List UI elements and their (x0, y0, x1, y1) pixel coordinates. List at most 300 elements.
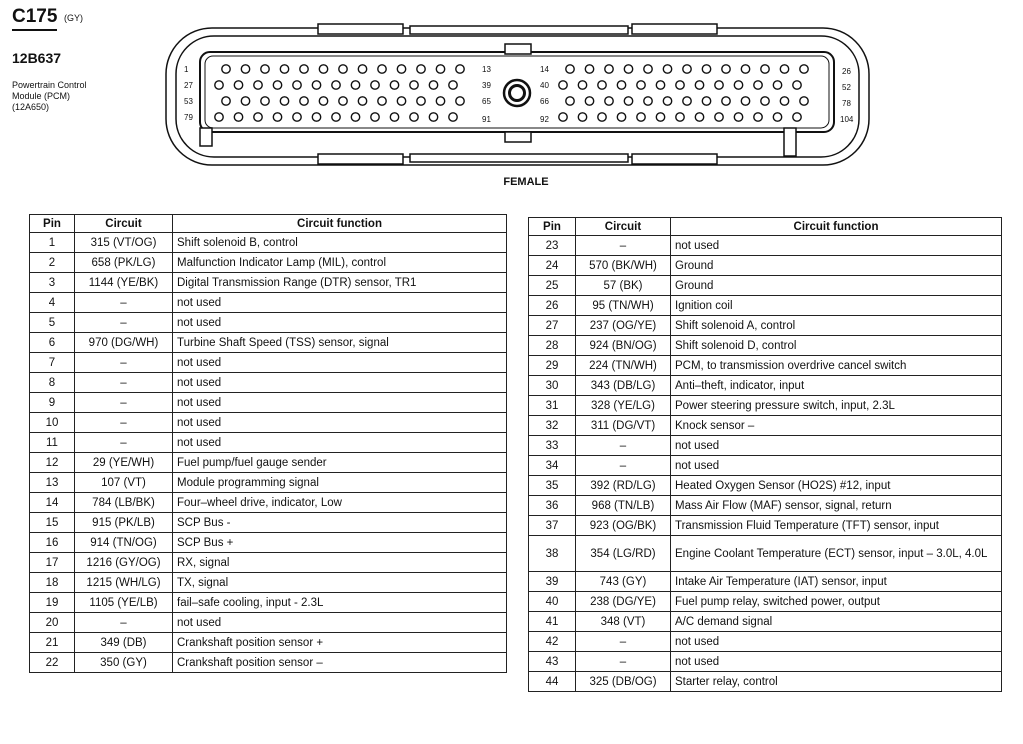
row-start-label: 92 (540, 115, 549, 124)
row-end-label: 91 (482, 115, 491, 124)
pin-cell: 15 (30, 513, 75, 533)
pin-hole (261, 97, 269, 105)
pin-cell: 19 (30, 593, 75, 613)
pin-hole (695, 81, 703, 89)
pin-hole (293, 81, 301, 89)
function-cell: not used (671, 436, 1002, 456)
table-row (30, 313, 507, 333)
pin-hole (417, 97, 425, 105)
function-cell: Fuel pump/fuel gauge sender (173, 453, 507, 473)
pin-hole (644, 65, 652, 73)
circuit-cell: – (75, 313, 173, 333)
pin-hole (273, 81, 281, 89)
function-cell: not used (173, 393, 507, 413)
pin-cell: 34 (529, 456, 576, 476)
circuit-cell: 570 (BK/WH) (576, 256, 671, 276)
pin-hole (578, 81, 586, 89)
row-start-label: 27 (184, 81, 193, 90)
pin-hole (656, 113, 664, 121)
pin-hole (293, 113, 301, 121)
pin-cell: 35 (529, 476, 576, 496)
pin-table-left (29, 214, 507, 673)
pin-cell: 22 (30, 653, 75, 673)
pin-hole (410, 81, 418, 89)
table-row (529, 632, 1002, 652)
row-end-label: 26 (842, 67, 851, 76)
pin-hole (436, 97, 444, 105)
pin-cell: 28 (529, 336, 576, 356)
pin-hole (780, 65, 788, 73)
pin-hole (410, 113, 418, 121)
circuit-cell: 349 (DB) (75, 633, 173, 653)
connector-color-code: (GY) (64, 13, 83, 23)
function-cell: Starter relay, control (671, 672, 1002, 692)
table-row (30, 553, 507, 573)
pin-cell: 29 (529, 356, 576, 376)
row-end-label: 65 (482, 97, 491, 106)
pin-hole (624, 65, 632, 73)
pin-hole (624, 97, 632, 105)
table-row (30, 653, 507, 673)
pin-hole (559, 81, 567, 89)
pin-hole (734, 113, 742, 121)
function-cell: Fuel pump relay, switched power, output (671, 592, 1002, 612)
table-row (30, 253, 507, 273)
pin-hole (436, 65, 444, 73)
pin-hole (585, 97, 593, 105)
pin-hole (644, 97, 652, 105)
circuit-cell: 968 (TN/LB) (576, 496, 671, 516)
circuit-cell: 238 (DG/YE) (576, 592, 671, 612)
table-row (529, 396, 1002, 416)
table-row (529, 572, 1002, 592)
module-description-line: Powertrain Control (12, 80, 87, 90)
circuit-cell: 970 (DG/WH) (75, 333, 173, 353)
pin-hole (793, 113, 801, 121)
function-cell: Intake Air Temperature (IAT) sensor, input (671, 572, 1002, 592)
function-cell: Engine Coolant Temperature (ECT) sensor, input – 3.0L, 4.0L (671, 536, 1002, 572)
function-cell: not used (173, 613, 507, 633)
pin-hole (741, 65, 749, 73)
pin-hole (456, 97, 464, 105)
function-cell: SCP Bus + (173, 533, 507, 553)
pin-hole (234, 81, 242, 89)
circuit-cell: 924 (BN/OG) (576, 336, 671, 356)
table-row (30, 473, 507, 493)
function-cell: not used (173, 413, 507, 433)
circuit-cell: 325 (DB/OG) (576, 672, 671, 692)
function-cell: PCM, to transmission overdrive cancel switch (671, 356, 1002, 376)
circuit-cell: 311 (DG/VT) (576, 416, 671, 436)
pin-hole (663, 97, 671, 105)
pin-hole (617, 113, 625, 121)
circuit-cell: – (75, 613, 173, 633)
pin-hole (319, 97, 327, 105)
table-row (30, 353, 507, 373)
pin-hole (215, 81, 223, 89)
pin-cell: 9 (30, 393, 75, 413)
row-end-label: 39 (482, 81, 491, 90)
table-row (529, 376, 1002, 396)
pin-hole (312, 81, 320, 89)
circuit-cell: 784 (LB/BK) (75, 493, 173, 513)
pin-hole (371, 113, 379, 121)
pin-hole (715, 113, 723, 121)
circuit-cell: – (75, 293, 173, 313)
function-cell: Crankshaft position sensor – (173, 653, 507, 673)
pin-hole (722, 97, 730, 105)
function-cell: not used (173, 353, 507, 373)
table-row (529, 256, 1002, 276)
table-row (30, 433, 507, 453)
circuit-cell: – (75, 413, 173, 433)
table-row (30, 513, 507, 533)
pin-hole (390, 81, 398, 89)
pin-hole (637, 113, 645, 121)
circuit-cell: 392 (RD/LG) (576, 476, 671, 496)
pin-cell: 23 (529, 236, 576, 256)
row-start-label: 66 (540, 97, 549, 106)
table-row (529, 456, 1002, 476)
table-header-row (529, 218, 1002, 236)
circuit-cell: 915 (PK/LB) (75, 513, 173, 533)
table-row (30, 593, 507, 613)
part-number: 12B637 (12, 50, 62, 66)
circuit-cell: 107 (VT) (75, 473, 173, 493)
table-row (529, 592, 1002, 612)
table-row (529, 336, 1002, 356)
pin-table-right (528, 217, 1002, 692)
pin-hole (761, 97, 769, 105)
function-cell: Module programming signal (173, 473, 507, 493)
circuit-cell: 923 (OG/BK) (576, 516, 671, 536)
pin-hole (683, 97, 691, 105)
pin-cell: 6 (30, 333, 75, 353)
pin-hole (300, 97, 308, 105)
table-row (30, 273, 507, 293)
circuit-cell: 743 (GY) (576, 572, 671, 592)
table-row (30, 413, 507, 433)
pin-hole (378, 65, 386, 73)
pin-hole (222, 65, 230, 73)
pin-cell: 33 (529, 436, 576, 456)
header-function: Circuit function (671, 218, 1002, 236)
pin-hole (741, 97, 749, 105)
circuit-cell: – (576, 652, 671, 672)
pin-hole (300, 65, 308, 73)
pin-hole (617, 81, 625, 89)
function-cell: A/C demand signal (671, 612, 1002, 632)
circuit-cell: – (576, 436, 671, 456)
pin-hole (254, 113, 262, 121)
pin-hole (800, 65, 808, 73)
module-description-line: (12A650) (12, 102, 50, 112)
circuit-cell: – (75, 393, 173, 413)
pin-hole (449, 81, 457, 89)
connector-id: C175 (12, 6, 57, 31)
pin-hole (254, 81, 262, 89)
pin-hole (280, 97, 288, 105)
function-cell: not used (173, 433, 507, 453)
circuit-cell: – (75, 373, 173, 393)
pin-hole (241, 97, 249, 105)
pin-cell: 7 (30, 353, 75, 373)
pin-hole (578, 113, 586, 121)
function-cell: not used (671, 652, 1002, 672)
circuit-cell: – (576, 632, 671, 652)
pin-hole (663, 65, 671, 73)
pin-hole (566, 65, 574, 73)
table-row (30, 373, 507, 393)
table-row (30, 293, 507, 313)
table-row (30, 573, 507, 593)
pin-hole (683, 65, 691, 73)
pin-cell: 36 (529, 496, 576, 516)
pin-hole (319, 65, 327, 73)
pin-hole (702, 65, 710, 73)
header-function: Circuit function (173, 215, 507, 233)
pin-hole (605, 65, 613, 73)
function-cell: Heated Oxygen Sensor (HO2S) #12, input (671, 476, 1002, 496)
pin-hole (800, 97, 808, 105)
function-cell: Transmission Fluid Temperature (TFT) sensor, input (671, 516, 1002, 536)
table-row (30, 233, 507, 253)
circuit-cell: – (75, 433, 173, 453)
function-cell: not used (173, 373, 507, 393)
header-pin: Pin (30, 215, 75, 233)
circuit-cell: 1105 (YE/LB) (75, 593, 173, 613)
pin-cell: 14 (30, 493, 75, 513)
pin-hole (773, 81, 781, 89)
function-cell: Anti–theft, indicator, input (671, 376, 1002, 396)
circuit-cell: 224 (TN/WH) (576, 356, 671, 376)
pin-cell: 40 (529, 592, 576, 612)
table-row (529, 416, 1002, 436)
circuit-cell: 914 (TN/OG) (75, 533, 173, 553)
function-cell: Malfunction Indicator Lamp (MIL), control (173, 253, 507, 273)
circuit-cell: 1215 (WH/LG) (75, 573, 173, 593)
table-row (529, 356, 1002, 376)
circuit-cell: 237 (OG/YE) (576, 316, 671, 336)
pin-cell: 20 (30, 613, 75, 633)
function-cell: Ignition coil (671, 296, 1002, 316)
pin-hole (598, 113, 606, 121)
pin-hole (559, 113, 567, 121)
connector-gender-label: FEMALE (503, 176, 549, 188)
table-row (30, 333, 507, 353)
function-cell: Crankshaft position sensor + (173, 633, 507, 653)
pin-cell: 8 (30, 373, 75, 393)
pin-cell: 4 (30, 293, 75, 313)
pin-hole (605, 97, 613, 105)
pin-hole (676, 81, 684, 89)
function-cell: not used (173, 313, 507, 333)
table-row (529, 612, 1002, 632)
function-cell: TX, signal (173, 573, 507, 593)
table-row (529, 516, 1002, 536)
pin-hole (754, 81, 762, 89)
function-cell: Power steering pressure switch, input, 2.3L (671, 396, 1002, 416)
circuit-cell: – (75, 353, 173, 373)
circuit-cell: 658 (PK/LG) (75, 253, 173, 273)
table-header-row (30, 215, 507, 233)
pin-cell: 24 (529, 256, 576, 276)
pin-cell: 31 (529, 396, 576, 416)
table-row (30, 393, 507, 413)
pin-hole (312, 113, 320, 121)
pin-hole (456, 65, 464, 73)
table-row (529, 296, 1002, 316)
pin-hole (332, 113, 340, 121)
function-cell: Mass Air Flow (MAF) sensor, signal, return (671, 496, 1002, 516)
pin-hole (722, 65, 730, 73)
pin-hole (273, 113, 281, 121)
function-cell: not used (671, 456, 1002, 476)
header-circuit: Circuit (75, 215, 173, 233)
pin-hole (676, 113, 684, 121)
pin-cell: 13 (30, 473, 75, 493)
function-cell: SCP Bus - (173, 513, 507, 533)
table-row (30, 453, 507, 473)
pin-cell: 16 (30, 533, 75, 553)
pin-hole (598, 81, 606, 89)
row-start-label: 14 (540, 65, 549, 74)
row-end-label: 52 (842, 83, 851, 92)
pin-cell: 25 (529, 276, 576, 296)
circuit-cell: 95 (TN/WH) (576, 296, 671, 316)
pin-hole (585, 65, 593, 73)
header-pin: Pin (529, 218, 576, 236)
pin-hole (429, 113, 437, 121)
pin-hole (695, 113, 703, 121)
pin-cell: 17 (30, 553, 75, 573)
circuit-cell: 343 (DB/LG) (576, 376, 671, 396)
pin-cell: 27 (529, 316, 576, 336)
connector-diagram (0, 0, 1023, 200)
header-circuit: Circuit (576, 218, 671, 236)
pin-hole (351, 113, 359, 121)
pin-cell: 1 (30, 233, 75, 253)
pin-cell: 2 (30, 253, 75, 273)
pin-cell: 39 (529, 572, 576, 592)
pin-hole (656, 81, 664, 89)
function-cell: not used (173, 293, 507, 313)
pin-cell: 41 (529, 612, 576, 632)
table-row (529, 276, 1002, 296)
pin-hole (637, 81, 645, 89)
pin-hole (261, 65, 269, 73)
table-row (529, 476, 1002, 496)
pin-cell: 26 (529, 296, 576, 316)
pin-cell: 32 (529, 416, 576, 436)
pin-hole (780, 97, 788, 105)
table-row (529, 316, 1002, 336)
function-cell: RX, signal (173, 553, 507, 573)
pin-hole (397, 97, 405, 105)
table-row (529, 536, 1002, 572)
pin-hole (358, 65, 366, 73)
module-description-line: Module (PCM) (12, 91, 71, 101)
pin-hole (351, 81, 359, 89)
table-row (30, 633, 507, 653)
pin-cell: 11 (30, 433, 75, 453)
function-cell: not used (671, 236, 1002, 256)
function-cell: fail–safe cooling, input - 2.3L (173, 593, 507, 613)
pin-hole (241, 65, 249, 73)
pin-hole (734, 81, 742, 89)
table-row (529, 652, 1002, 672)
pin-hole (358, 97, 366, 105)
pin-hole (793, 81, 801, 89)
circuit-cell: – (576, 236, 671, 256)
pin-cell: 12 (30, 453, 75, 473)
function-cell: Four–wheel drive, indicator, Low (173, 493, 507, 513)
pin-cell: 38 (529, 536, 576, 572)
circuit-cell: 29 (YE/WH) (75, 453, 173, 473)
pin-hole (332, 81, 340, 89)
pin-hole (371, 81, 379, 89)
pin-hole (215, 113, 223, 121)
pin-hole (234, 113, 242, 121)
circuit-cell: 350 (GY) (75, 653, 173, 673)
pin-hole (339, 65, 347, 73)
function-cell: Shift solenoid B, control (173, 233, 507, 253)
function-cell: Turbine Shaft Speed (TSS) sensor, signal (173, 333, 507, 353)
pin-hole (761, 65, 769, 73)
pin-cell: 10 (30, 413, 75, 433)
pin-cell: 3 (30, 273, 75, 293)
table-row (529, 672, 1002, 692)
pin-hole (566, 97, 574, 105)
table-row (529, 436, 1002, 456)
circuit-cell: 57 (BK) (576, 276, 671, 296)
pin-hole (390, 113, 398, 121)
circuit-cell: 348 (VT) (576, 612, 671, 632)
row-start-label: 1 (184, 65, 189, 74)
pin-hole (378, 97, 386, 105)
pin-cell: 18 (30, 573, 75, 593)
pin-hole (449, 113, 457, 121)
function-cell: Digital Transmission Range (DTR) sensor, TR1 (173, 273, 507, 293)
pin-hole (222, 97, 230, 105)
row-end-label: 104 (840, 115, 854, 124)
pin-hole (339, 97, 347, 105)
pin-hole (715, 81, 723, 89)
function-cell: Shift solenoid A, control (671, 316, 1002, 336)
pin-cell: 43 (529, 652, 576, 672)
pin-hole (417, 65, 425, 73)
pin-cell: 30 (529, 376, 576, 396)
pin-hole (773, 113, 781, 121)
row-start-label: 79 (184, 113, 193, 122)
circuit-cell: – (576, 456, 671, 476)
table-row (30, 613, 507, 633)
row-start-label: 40 (540, 81, 549, 90)
table-row (30, 533, 507, 553)
pin-cell: 21 (30, 633, 75, 653)
function-cell: Knock sensor – (671, 416, 1002, 436)
function-cell: Shift solenoid D, control (671, 336, 1002, 356)
pin-hole (754, 113, 762, 121)
function-cell: not used (671, 632, 1002, 652)
circuit-cell: 1144 (YE/BK) (75, 273, 173, 293)
pin-cell: 37 (529, 516, 576, 536)
table-row (529, 236, 1002, 256)
table-row (30, 493, 507, 513)
table-row (529, 496, 1002, 516)
circuit-cell: 328 (YE/LG) (576, 396, 671, 416)
pin-hole (702, 97, 710, 105)
